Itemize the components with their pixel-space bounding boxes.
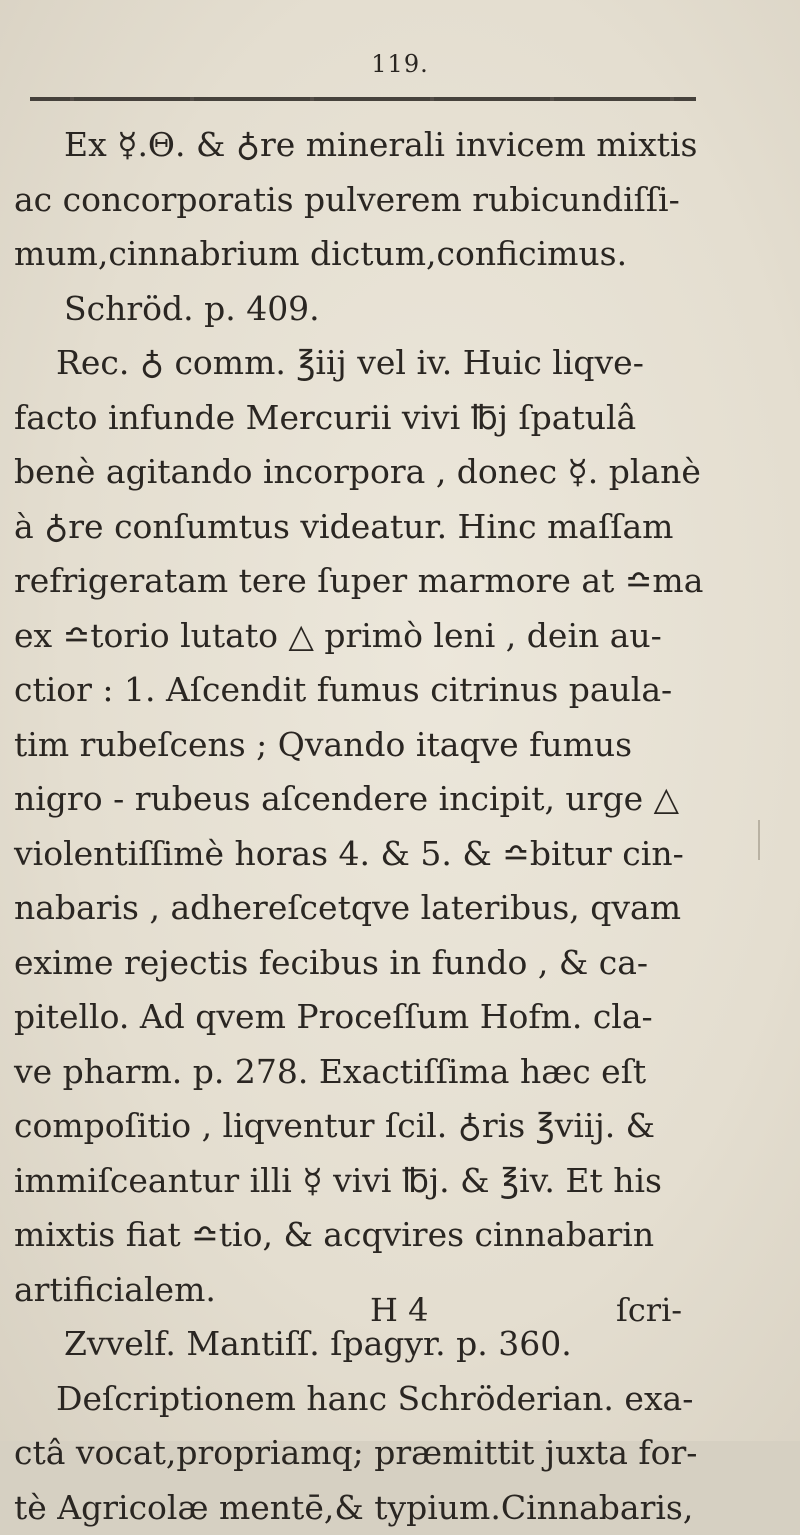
text-line: ve pharm. p. 278. Exactiſſima hæc eſt: [14, 1045, 714, 1100]
page-number: 119.: [0, 50, 800, 78]
text-line: facto infunde Mercurii vivi ℔j ſpatulâ: [14, 391, 714, 446]
text-line: mum,cinnabrium dictum,conficimus.: [14, 227, 714, 282]
text-line: nigro - rubeus aſcendere incipit, urge △: [14, 772, 714, 827]
text-line: à ♁re conſumtus videatur. Hinc maſſam: [14, 500, 714, 555]
header-rule: [30, 97, 696, 101]
text-line: artificialem.: [14, 1263, 714, 1318]
text-line: compoſitio , liqventur ſcil. ♁ris ℥viij. &: [14, 1099, 714, 1154]
signature-mark: H 4: [370, 1283, 428, 1337]
text-line: ex ≏torio lutato △ primò leni , dein au-: [14, 609, 714, 664]
text-line: refrigeratam tere ſuper marmore at ≏ma: [14, 554, 714, 609]
text-line: ac concorporatis pulverem rubicundiſſi-: [14, 173, 714, 228]
text-line: violentiſſimè horas 4. & 5. & ≏bitur cin-: [14, 827, 714, 882]
margin-mark: [758, 820, 760, 860]
text-line: Zvvelf. Mantiſſ. ſpagyr. p. 360.: [14, 1317, 714, 1372]
text-line: tim rubeſcens ; Qvando itaqve fumus: [14, 718, 714, 773]
text-line: mixtis fiat ≏tio, & acqvires cinnabarin: [14, 1208, 714, 1263]
text-line: immiſceantur illi ☿ vivi ℔j. & ℥iv. Et his: [14, 1154, 714, 1209]
text-line: tè Agricolæ mentē,& typium.Cinnabaris,: [14, 1481, 714, 1535]
page-footer: [0, 1283, 800, 1337]
text-line: Ex ☿.Θ. & ♁re minerali invicem mixtis: [14, 118, 714, 173]
text-line: ctior : 1. Aſcendit fumus citrinus paula-: [14, 663, 714, 718]
text-line: nabaris , adhereſcetqve lateribus, qvam: [14, 881, 714, 936]
text-line: ctâ vocat,propriamq; præmittit juxta for-: [14, 1426, 714, 1481]
text-line: Schröd. p. 409.: [14, 282, 714, 337]
text-line: Deſcriptionem hanc Schröderian. exa-: [14, 1372, 714, 1427]
text-line: exime rejectis fecibus in fundo , & ca-: [14, 936, 714, 991]
catchword: ſcri-: [616, 1283, 682, 1337]
text-line: Rec. ♁ comm. ℥iij vel iv. Huic liqve-: [14, 336, 714, 391]
text-line: pitello. Ad qvem Proceſſum Hofm. cla-: [14, 990, 714, 1045]
text-line: benè agitando incorpora , donec ☿. planè: [14, 445, 714, 500]
